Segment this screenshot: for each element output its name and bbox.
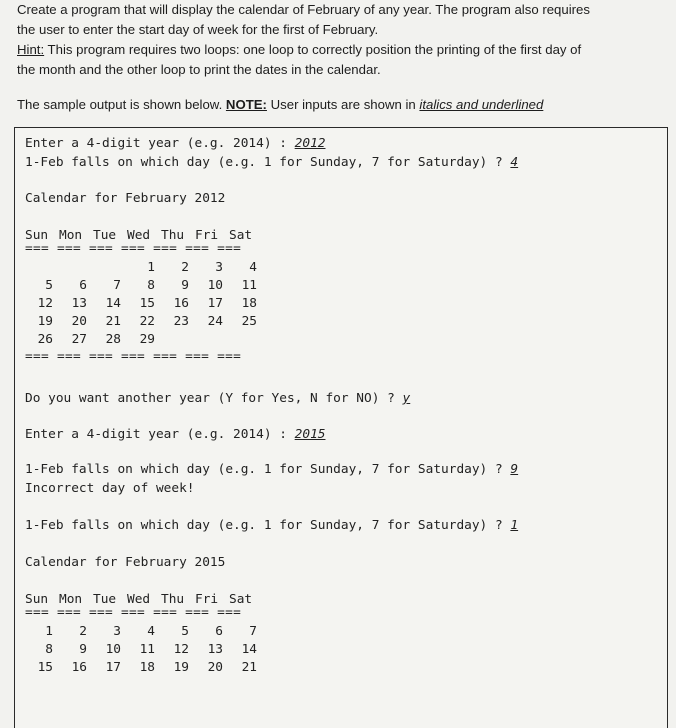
date-cell: 22 [139,314,155,329]
table-row [19,260,257,275]
note-emphasis: italics and underlined [419,97,544,112]
weekday-tue: Tue [93,592,117,607]
year-prompt: Enter a 4-digit year (e.g. 2014) : [25,136,295,151]
date-cell: 24 [207,314,223,329]
date-cell: 21 [241,660,257,675]
user-input-day-3: 1 [510,518,519,533]
date-cell: 9 [79,642,87,657]
date-cell: 18 [139,660,155,675]
date-cell: 1 [147,260,155,275]
sample-output-box [14,127,668,728]
date-cell: 16 [173,296,189,311]
hint-label: Hint: [17,42,45,57]
date-cell: 26 [37,332,53,347]
date-cell: 2 [79,624,87,639]
date-cell: 6 [79,278,87,293]
year-prompt-line-1 [25,136,325,151]
again-prompt: Do you want another year (Y for Yes, N for NO) ? [25,391,403,406]
date-cell: 4 [249,260,257,275]
date-cell: 17 [207,296,223,311]
day-prompt: 1-Feb falls on which day (e.g. 1 for Sunday, 7 for Saturday) ? [25,462,511,477]
date-cell: 14 [241,642,257,657]
date-cell: 3 [113,624,121,639]
date-cell: 6 [215,624,223,639]
weekday-thu: Thu [161,592,185,607]
date-cell: 12 [37,296,53,311]
note-prefix: The sample output is shown below. [17,97,226,112]
date-cell: 12 [173,642,189,657]
date-cell: 11 [241,278,257,293]
date-cell: 11 [139,642,155,657]
day-prompt-line-3 [25,518,518,533]
user-input-again: y [402,391,411,406]
date-cell: 27 [71,332,87,347]
hint-line [17,40,581,60]
weekday-thu: Thu [161,228,185,243]
separator-top: === === === === === === === [25,605,242,620]
date-cell: 29 [139,332,155,347]
date-cell: 20 [207,660,223,675]
weekday-sat: Sat [229,592,253,607]
date-cell: 25 [241,314,257,329]
table-row [19,278,257,293]
year-prompt-line-2 [25,427,325,442]
date-cell: 3 [215,260,223,275]
table-row [19,314,257,329]
table-row [19,296,257,311]
table-row [19,642,257,657]
hint-text: This program requires two loops: one loop to correctly position the printing of the first day of [44,42,582,57]
date-cell: 13 [207,642,223,657]
note-label: NOTE: [225,97,267,112]
weekday-tue: Tue [93,228,117,243]
weekday-mon: Mon [59,592,83,607]
date-cell: 10 [105,642,121,657]
date-cell: 28 [105,332,121,347]
date-cell: 2 [181,260,189,275]
calendar-title-2: Calendar for February 2015 [25,555,226,570]
date-cell: 9 [181,278,189,293]
note-text: User inputs are shown in [266,97,420,112]
weekday-sun: Sun [25,228,49,243]
date-cell: 15 [139,296,155,311]
date-cell: 17 [105,660,121,675]
day-prompt: 1-Feb falls on which day (e.g. 1 for Sunday, 7 for Saturday) ? [25,155,511,170]
user-input-day-2: 9 [510,462,519,477]
instruction-line-4: the month and the other loop to print the dates in the calendar. [17,62,381,77]
date-cell: 8 [45,642,53,657]
separator-bottom: === === === === === === === [25,349,242,364]
instruction-line-1: Create a program that will display the calendar of February of any year. The program also requires [17,2,590,17]
weekday-wed: Wed [127,228,151,243]
date-cell: 5 [181,624,189,639]
table-row [19,332,257,347]
weekday-fri: Fri [195,592,219,607]
day-prompt: 1-Feb falls on which day (e.g. 1 for Sunday, 7 for Saturday) ? [25,518,511,533]
user-input-year-1: 2012 [294,136,326,151]
date-cell: 7 [249,624,257,639]
date-cell: 10 [207,278,223,293]
date-cell: 19 [37,314,53,329]
weekday-wed: Wed [127,592,151,607]
user-input-year-2: 2015 [294,427,326,442]
date-cell: 16 [71,660,87,675]
sample-note [17,97,543,112]
user-input-day-1: 4 [510,155,519,170]
date-cell: 5 [45,278,53,293]
date-cell: 21 [105,314,121,329]
date-cell: 14 [105,296,121,311]
again-prompt-line [25,391,410,406]
date-cell: 7 [113,278,121,293]
weekday-sat: Sat [229,228,253,243]
date-cell: 8 [147,278,155,293]
weekday-fri: Fri [195,228,219,243]
table-row [19,660,257,675]
separator-top: === === === === === === === [25,241,242,256]
date-cell: 18 [241,296,257,311]
year-prompt: Enter a 4-digit year (e.g. 2014) : [25,427,295,442]
weekday-sun: Sun [25,592,49,607]
date-cell: 23 [173,314,189,329]
date-cell: 1 [45,624,53,639]
date-cell: 15 [37,660,53,675]
weekday-mon: Mon [59,228,83,243]
day-prompt-line-2 [25,462,518,477]
error-message: Incorrect day of week! [25,481,195,496]
instruction-line-2: the user to enter the start day of week for the first of February. [17,22,379,37]
date-cell: 4 [147,624,155,639]
calendar-title-1: Calendar for February 2012 [25,191,226,206]
date-cell: 13 [71,296,87,311]
date-cell: 19 [173,660,189,675]
date-cell: 20 [71,314,87,329]
table-row [19,624,257,639]
day-prompt-line-1 [25,155,518,170]
